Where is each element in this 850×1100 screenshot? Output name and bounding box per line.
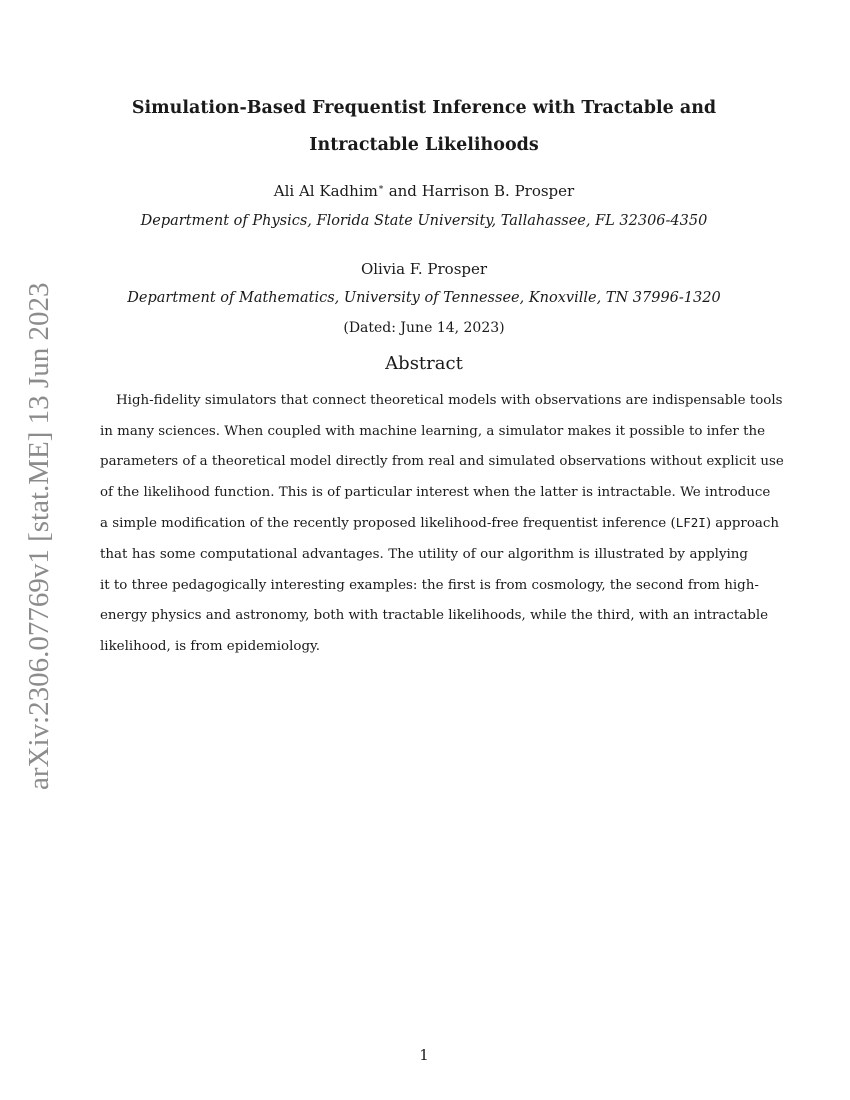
page-number: 1 [419, 1046, 429, 1064]
abstract-line: energy physics and astronomy, both with tractable likelihoods, while the third, with an intractable [100, 608, 769, 624]
abstract-text: ) approach [705, 516, 779, 532]
authors-line [100, 182, 748, 200]
affiliation-mathematics: Department of Mathematics, University of Tennessee, Knoxville, TN 37996-1320 [127, 290, 721, 306]
affiliation-physics: Department of Physics, Florida State University, Tallahassee, FL 32306-4350 [140, 213, 708, 229]
abstract-line: likelihood, is from epidemiology. [100, 638, 321, 654]
abstract-line [100, 508, 779, 540]
arxiv-identifier: arXiv:2306.07769v1 [stat.ME] 13 Jun 2023 [23, 282, 55, 790]
abstract-heading: Abstract [385, 353, 463, 374]
abstract-text: a simple modification of the recently proposed likelihood-free frequentist inference ( [100, 516, 676, 532]
paper-title [100, 90, 748, 164]
author-conjunction: and [383, 182, 422, 200]
author-name: Ali Al Kadhim [273, 182, 378, 200]
corresponding-author-mark: ∗ [377, 183, 384, 193]
author-name: Olivia F. Prosper [360, 260, 488, 278]
title-line-2: Intractable Likelihoods [309, 135, 539, 155]
abstract-line: parameters of a theoretical model directly from real and simulated observations without explicit use [100, 454, 784, 470]
abstract-line: High-fidelity simulators that connect theoretical models with observations are indispensable tools [116, 393, 783, 408]
abstract-line: that has some computational advantages. The utility of our algorithm is illustrated by applying [100, 546, 748, 562]
abstract-body [100, 386, 784, 662]
dated-line: (Dated: June 14, 2023) [343, 320, 505, 336]
title-line-1: Simulation-Based Frequentist Inference with Tractable and [131, 98, 717, 118]
abstract-line: in many sciences. When coupled with machine learning, a simulator makes it possible to infer the [100, 423, 766, 439]
method-acronym: LF2I [675, 515, 706, 531]
author-name: Harrison B. Prosper [421, 182, 575, 200]
abstract-line: it to three pedagogically interesting examples: the first is from cosmology, the second from high- [100, 577, 759, 593]
abstract-line: of the likelihood function. This is of particular interest when the latter is intractable. We introduce [100, 484, 771, 500]
